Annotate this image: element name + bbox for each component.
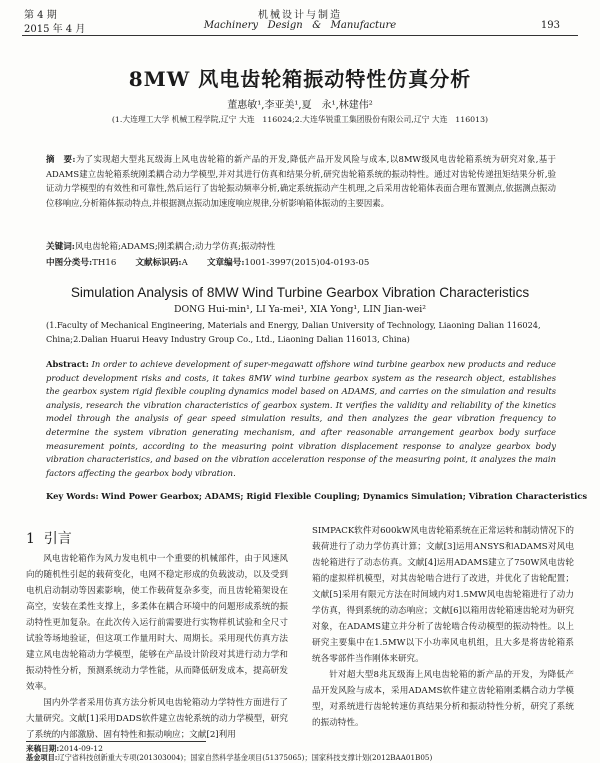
section-heading-introduction: 1 引言 [26, 531, 72, 547]
received-label: 来稿日期: [26, 744, 60, 753]
clc-value: TH16 [92, 258, 117, 268]
intro-paragraph-2: 国内外学者采用仿真方法分析风电齿轮箱动力学特性方面进行了大量研究。文献[1]采用DADS软件建立齿轮系统的动力学模型，研究了系统的内部激励、固有特性和振动响应；文献[2]利用 [26, 698, 288, 740]
paper-title-cn: 8MW 风电齿轮箱振动特性仿真分析 [128, 67, 472, 91]
left-column [26, 551, 288, 743]
classification-cn [46, 256, 369, 270]
authors-en: DONG Hui-min¹, LI Ya-mei¹, XIA Yong¹, LIN Jian-wei² [173, 304, 427, 315]
journal-name-en: Machinery Design & Manufacture [203, 20, 397, 31]
doc-code-label: 文献标识码: [135, 258, 182, 268]
right-column [312, 523, 574, 731]
article-no-value: 1001-3997(2015)04-0193-05 [244, 258, 370, 268]
article-no-label: 文章编号: [206, 258, 245, 268]
header-rule [22, 35, 578, 36]
fund-label: 基金项目: [26, 753, 58, 762]
intro-paragraph-3: SIMPACK软件对600kW风电齿轮箱系统在正常运转和制动情况下的载荷进行了动力学仿真计算；文献[3]运用ANSYS和ADAMS对风电齿轮箱进行了动态仿真。文献[4]运用ADAMS建立了750W风电齿轮箱的虚拟样机模型，对其齿轮啮合进行了改进，并优化了齿轮配置；文献[5]采用有限元方法在时间域内对1.5MW风电齿轮箱进行了动力学仿真，得到系统的动态响应；文献[6]以箱用齿轮箱速齿轮对为研究对象，在ADAMS建立并分析了齿轮啮合传动模型的振动特性。以上研究主要集中在1.5MW以下小功率风电机组，且大多是将齿轮箱系统各零部件当作刚体来研究。 [312, 526, 574, 664]
footnote-rule [26, 741, 206, 742]
abstract-en-text: In order to achieve development of super-megawatt offshore wind turbine gearbox new products and reduce product development risks and costs, it takes 8MW wind turbine gearbox system as the research object, establishes the gearbox system rigid flexible coupling dynamics model based on ADAMS, and carries on the simulation and results analysis, research the vibration characteristics of gearbox system. It verifies the validity and reliability of the kinetics model through the analysis of gear speed simulation results, and then analyzes the gear vibration frequency to determine the system vibration generating mechanism, and after reasonable arrangement gearbox body surface measurement points, according to the measuring point vibration displacement response to analyze gearbox body vibration characteristics, and based on the vibration acceleration response of the measuring point, it analyzes the main factors affecting the gearbox body vibration. [46, 359, 556, 478]
journal-name-cn: 机械设计与制造 [258, 10, 342, 21]
affiliation-cn: (1.大连理工大学 机械工程学院,辽宁 大连 116024;2.大连华锐重工集团股份有限公司,辽宁 大连 116013) [111, 115, 489, 124]
authors-cn: 董惠敏¹,李亚美¹,夏 永¹,林建伟² [227, 100, 373, 111]
abstract-en [46, 358, 556, 480]
abstract-cn-label: 摘 要: [46, 154, 76, 164]
keywords-cn-text: 风电齿轮箱;ADAMS;刚柔耦合;动力学仿真;振动特性 [74, 242, 276, 252]
clc-label: 中图分类号: [46, 258, 93, 268]
doc-code-value: A [181, 258, 188, 268]
received-value: 2014-09-12 [59, 744, 103, 753]
issue-date: 2015 年 4 月 [24, 24, 86, 35]
abstract-cn-text: 为了实现超大型兆瓦级海上风电齿轮箱的新产品的开发,降低产品开发风险与成本,以8MW级风电齿轮箱系统为研究对象,基于ADAMS建立齿轮箱系统刚柔耦合动力学模型,并对其进行仿真和结果分析,研究齿轮箱系统的振动特性。通过对齿轮传递扭矩结果分析,验证动力学模型的有效性和可靠性,然后运行了齿轮振动频率分析,确定系统振动产生机理,之后采用齿轮箱体表面合理布置测点,依据测点振动位移响应,分析箱体振动特点,并根据测点振动加速度响应规律,分析影响箱体振动的主要因素。 [46, 154, 556, 208]
abstract-en-label: Abstract: [46, 359, 89, 369]
intro-paragraph-1: 风电齿轮箱作为风力发电机中一个重要的机械部件，由于风速风向的随机性引起的载荷变化，电网不稳定形成的负载波动，以及受到电机启动制动等因素影响，使工作载荷复杂多变，而且齿轮箱架设在高空，安装在柔性支撑上，多柔体在耦合环境中的问题形成系统的振动特性更加复杂。在此次传入运行前需要进行实物样机试验和全尺寸试验等场地验证，但这项工作量用时大、周期长。采用现代仿真方法建立风电齿轮箱动力学模型，能够在产品设计阶段对其进行动力学和振动特性分析，预测系统动力学性能，从而降低研发成本，提高研发效率。 [26, 554, 288, 692]
keywords-cn-label: 关键词: [46, 242, 75, 252]
intro-paragraph-4: 针对超大型8兆瓦级海上风电齿轮箱的新产品的开发，为降低产品开发风险与成本，采用ADAMS软件建立齿轮箱刚柔耦合动力学模型，对系统进行齿轮转速仿真结果分析和振动特性分析，研究了系统的振动特性。 [312, 670, 574, 728]
page-number: 193 [540, 20, 560, 31]
issue-number: 第 4 期 [24, 10, 57, 21]
fund-value: 辽宁省科技创新重大专项(201303004)；国家自然科学基金项目(51375065)；国家科技支撑计划(2012BAA01B05) [57, 753, 433, 762]
keywords-en [46, 491, 587, 501]
paper-title-en: Simulation Analysis of 8MW Wind Turbine Gearbox Vibration Characteristics [70, 285, 530, 300]
keywords-en-text: Wind Power Gearbox; ADAMS; Rigid Flexible Coupling; Dynamics Simulation; Vibration Characteristics [101, 491, 588, 501]
keywords-cn [46, 240, 275, 254]
affiliation-en-line1: (1.Faculty of Mechanical Engineering, Materials and Energy, Dalian University of Technology, Liaoning Dalian 116024, [46, 320, 541, 330]
keywords-en-label: Key Words: [46, 491, 99, 501]
affiliation-en-line2: China;2.Dalian Huarui Heavy Industry Group Co., Ltd., Liaoning Dalian 116013, China) [46, 334, 410, 344]
abstract-cn [46, 152, 556, 210]
